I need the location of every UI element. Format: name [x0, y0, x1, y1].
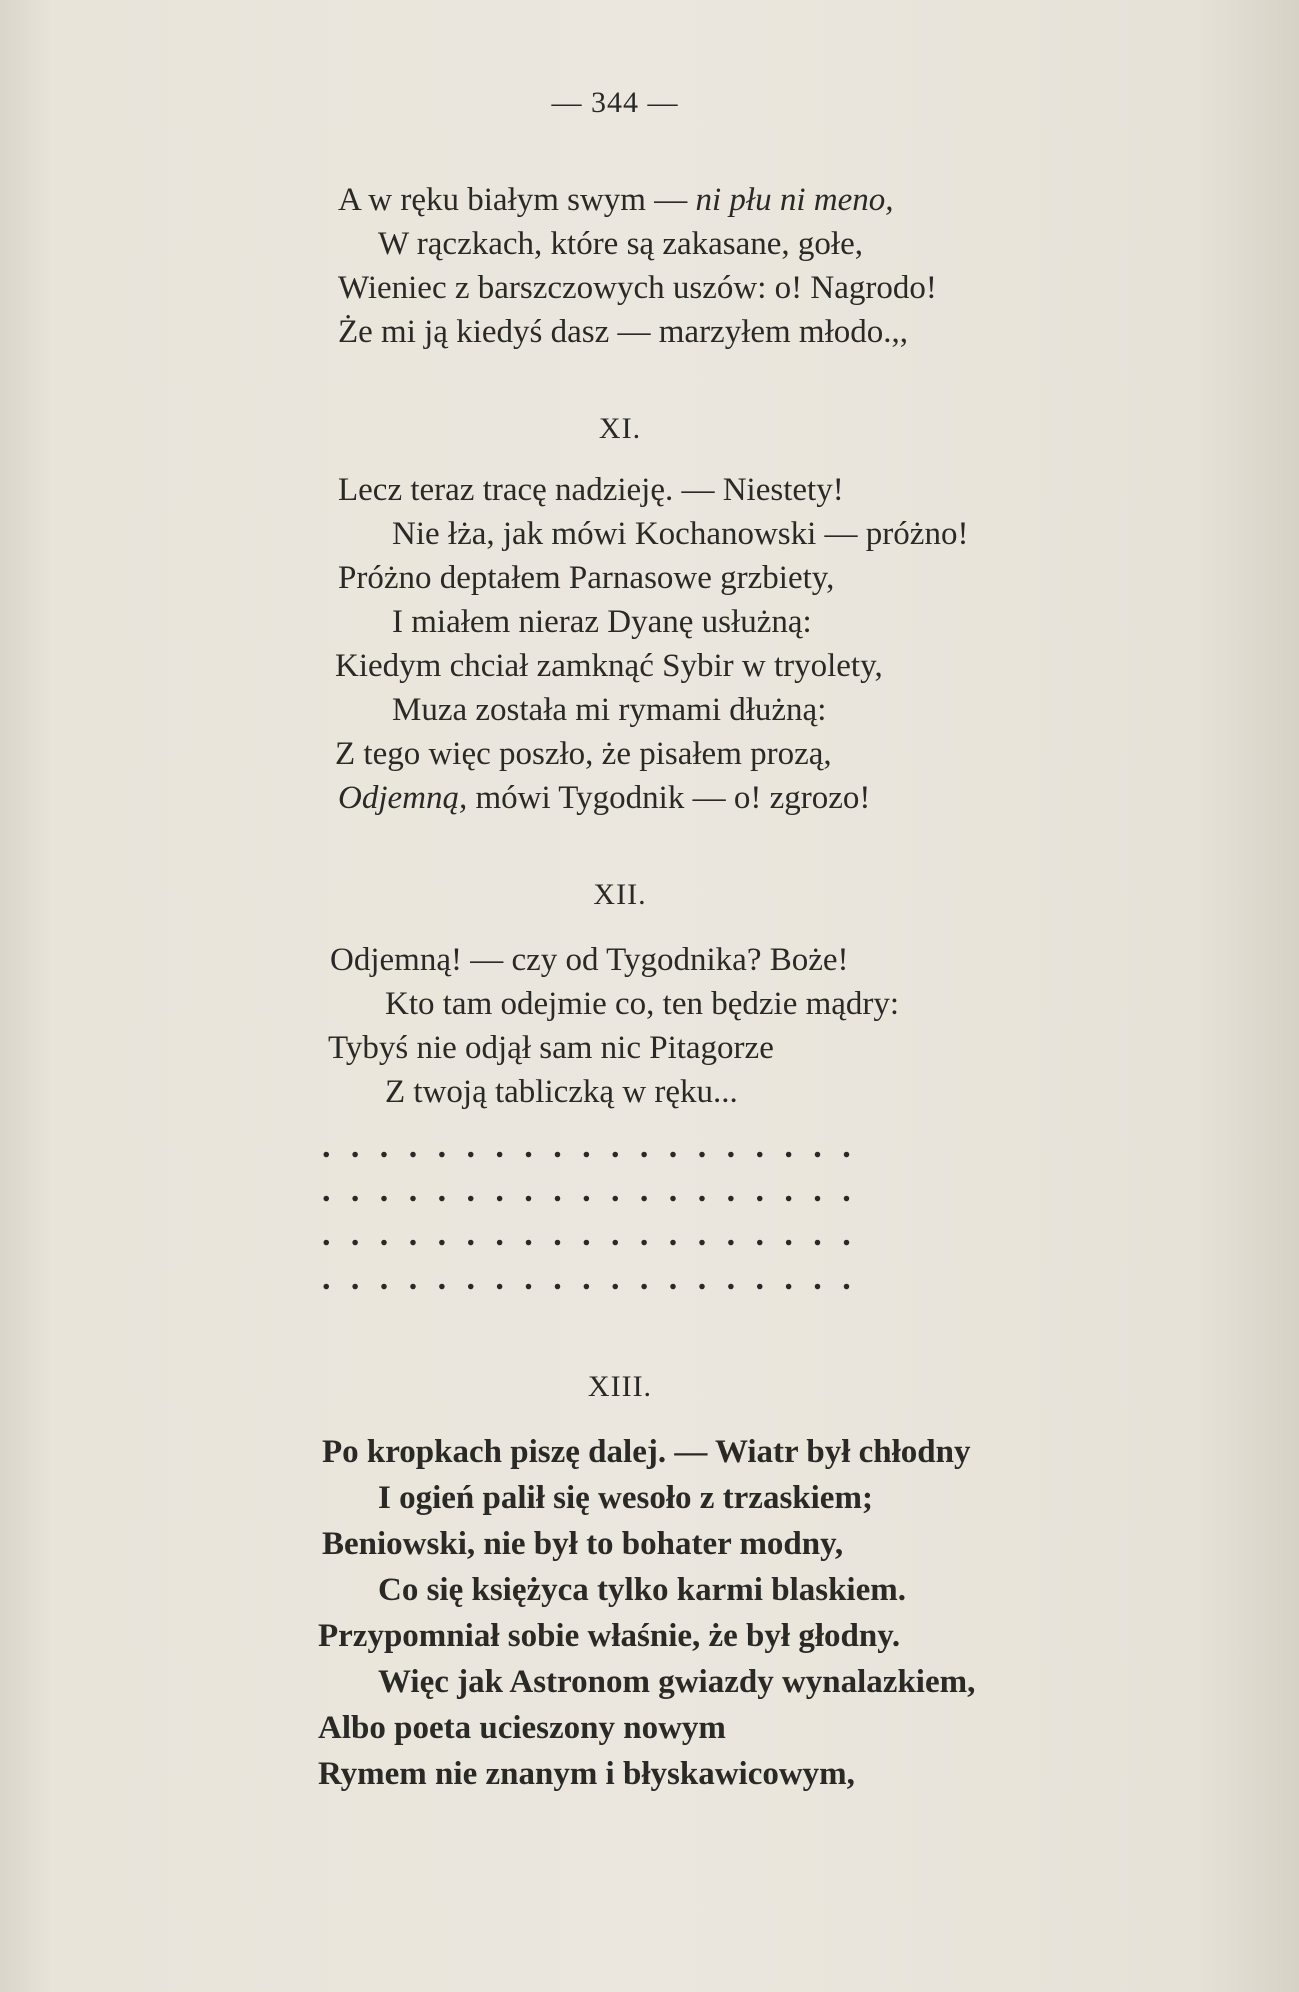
poem-line: I miałem nieraz Dyanę usłużną:	[392, 604, 812, 640]
poem-line: Albo poeta ucieszony nowym	[318, 1710, 726, 1746]
italic-phrase: ni płu ni meno,	[695, 182, 894, 218]
poem-line: Że mi ją kiedyś dasz — marzyłem młodo.,,	[338, 314, 909, 350]
poem-line: Więc jak Astronom gwiazdy wynalazkiem,	[378, 1664, 976, 1700]
page-number: — 344 —	[551, 86, 679, 119]
line-text: mówi Tygodnik — o! zgrozo!	[467, 780, 871, 816]
poem-line: Próżno deptałem Parnasowe grzbiety,	[338, 560, 835, 596]
dot-row: ...................	[322, 1172, 872, 1209]
stanza-heading: XIII.	[587, 1370, 653, 1403]
dot-row: ...................	[322, 1216, 872, 1253]
stanza-heading: XI.	[598, 412, 642, 445]
poem-line: Kto tam odejmie co, ten będzie mądry:	[385, 986, 900, 1022]
poem-line	[338, 178, 893, 222]
poem-line: Przypomniał sobie właśnie, że był głodny.	[318, 1618, 901, 1654]
dot-row: ...................	[322, 1128, 872, 1165]
poem-line	[338, 776, 870, 820]
dot-row: ...................	[322, 1260, 872, 1297]
poem-line: Nie łża, jak mówi Kochanowski — próżno!	[392, 516, 969, 552]
italic-phrase: Odjemną,	[338, 780, 468, 816]
poem-line: Kiedym chciał zamknąć Sybir w tryolety,	[335, 648, 883, 684]
poem-line: Odjemną! — czy od Tygodnika? Boże!	[330, 942, 849, 978]
poem-line: Z twoją tabliczką w ręku...	[385, 1074, 738, 1110]
line-text: A w ręku białym swym —	[338, 182, 696, 218]
poem-line: Po kropkach piszę dalej. — Wiatr był chłodny	[322, 1434, 971, 1470]
poem-line: Z tego więc poszło, że pisałem prozą,	[335, 736, 832, 772]
poem-line: Muza została mi rymami dłużną:	[392, 692, 827, 728]
poem-line: Tybyś nie odjął sam nic Pitagorze	[328, 1030, 774, 1066]
poem-line: Co się księżyca tylko karmi blaskiem.	[378, 1572, 906, 1608]
stanza-heading: XII.	[593, 878, 647, 911]
poem-line: Beniowski, nie był to bohater modny,	[322, 1526, 844, 1562]
poem-line: W rączkach, które są zakasane, gołe,	[378, 226, 863, 262]
poem-line: Rymem nie znanym i błyskawicowym,	[318, 1756, 855, 1792]
poem-line: Wieniec z barszczowych uszów: o! Nagrodo!	[338, 270, 937, 306]
poem-line: Lecz teraz tracę nadzieję. — Niestety!	[338, 472, 844, 508]
poem-line: I ogień palił się wesoło z trzaskiem;	[378, 1480, 873, 1516]
